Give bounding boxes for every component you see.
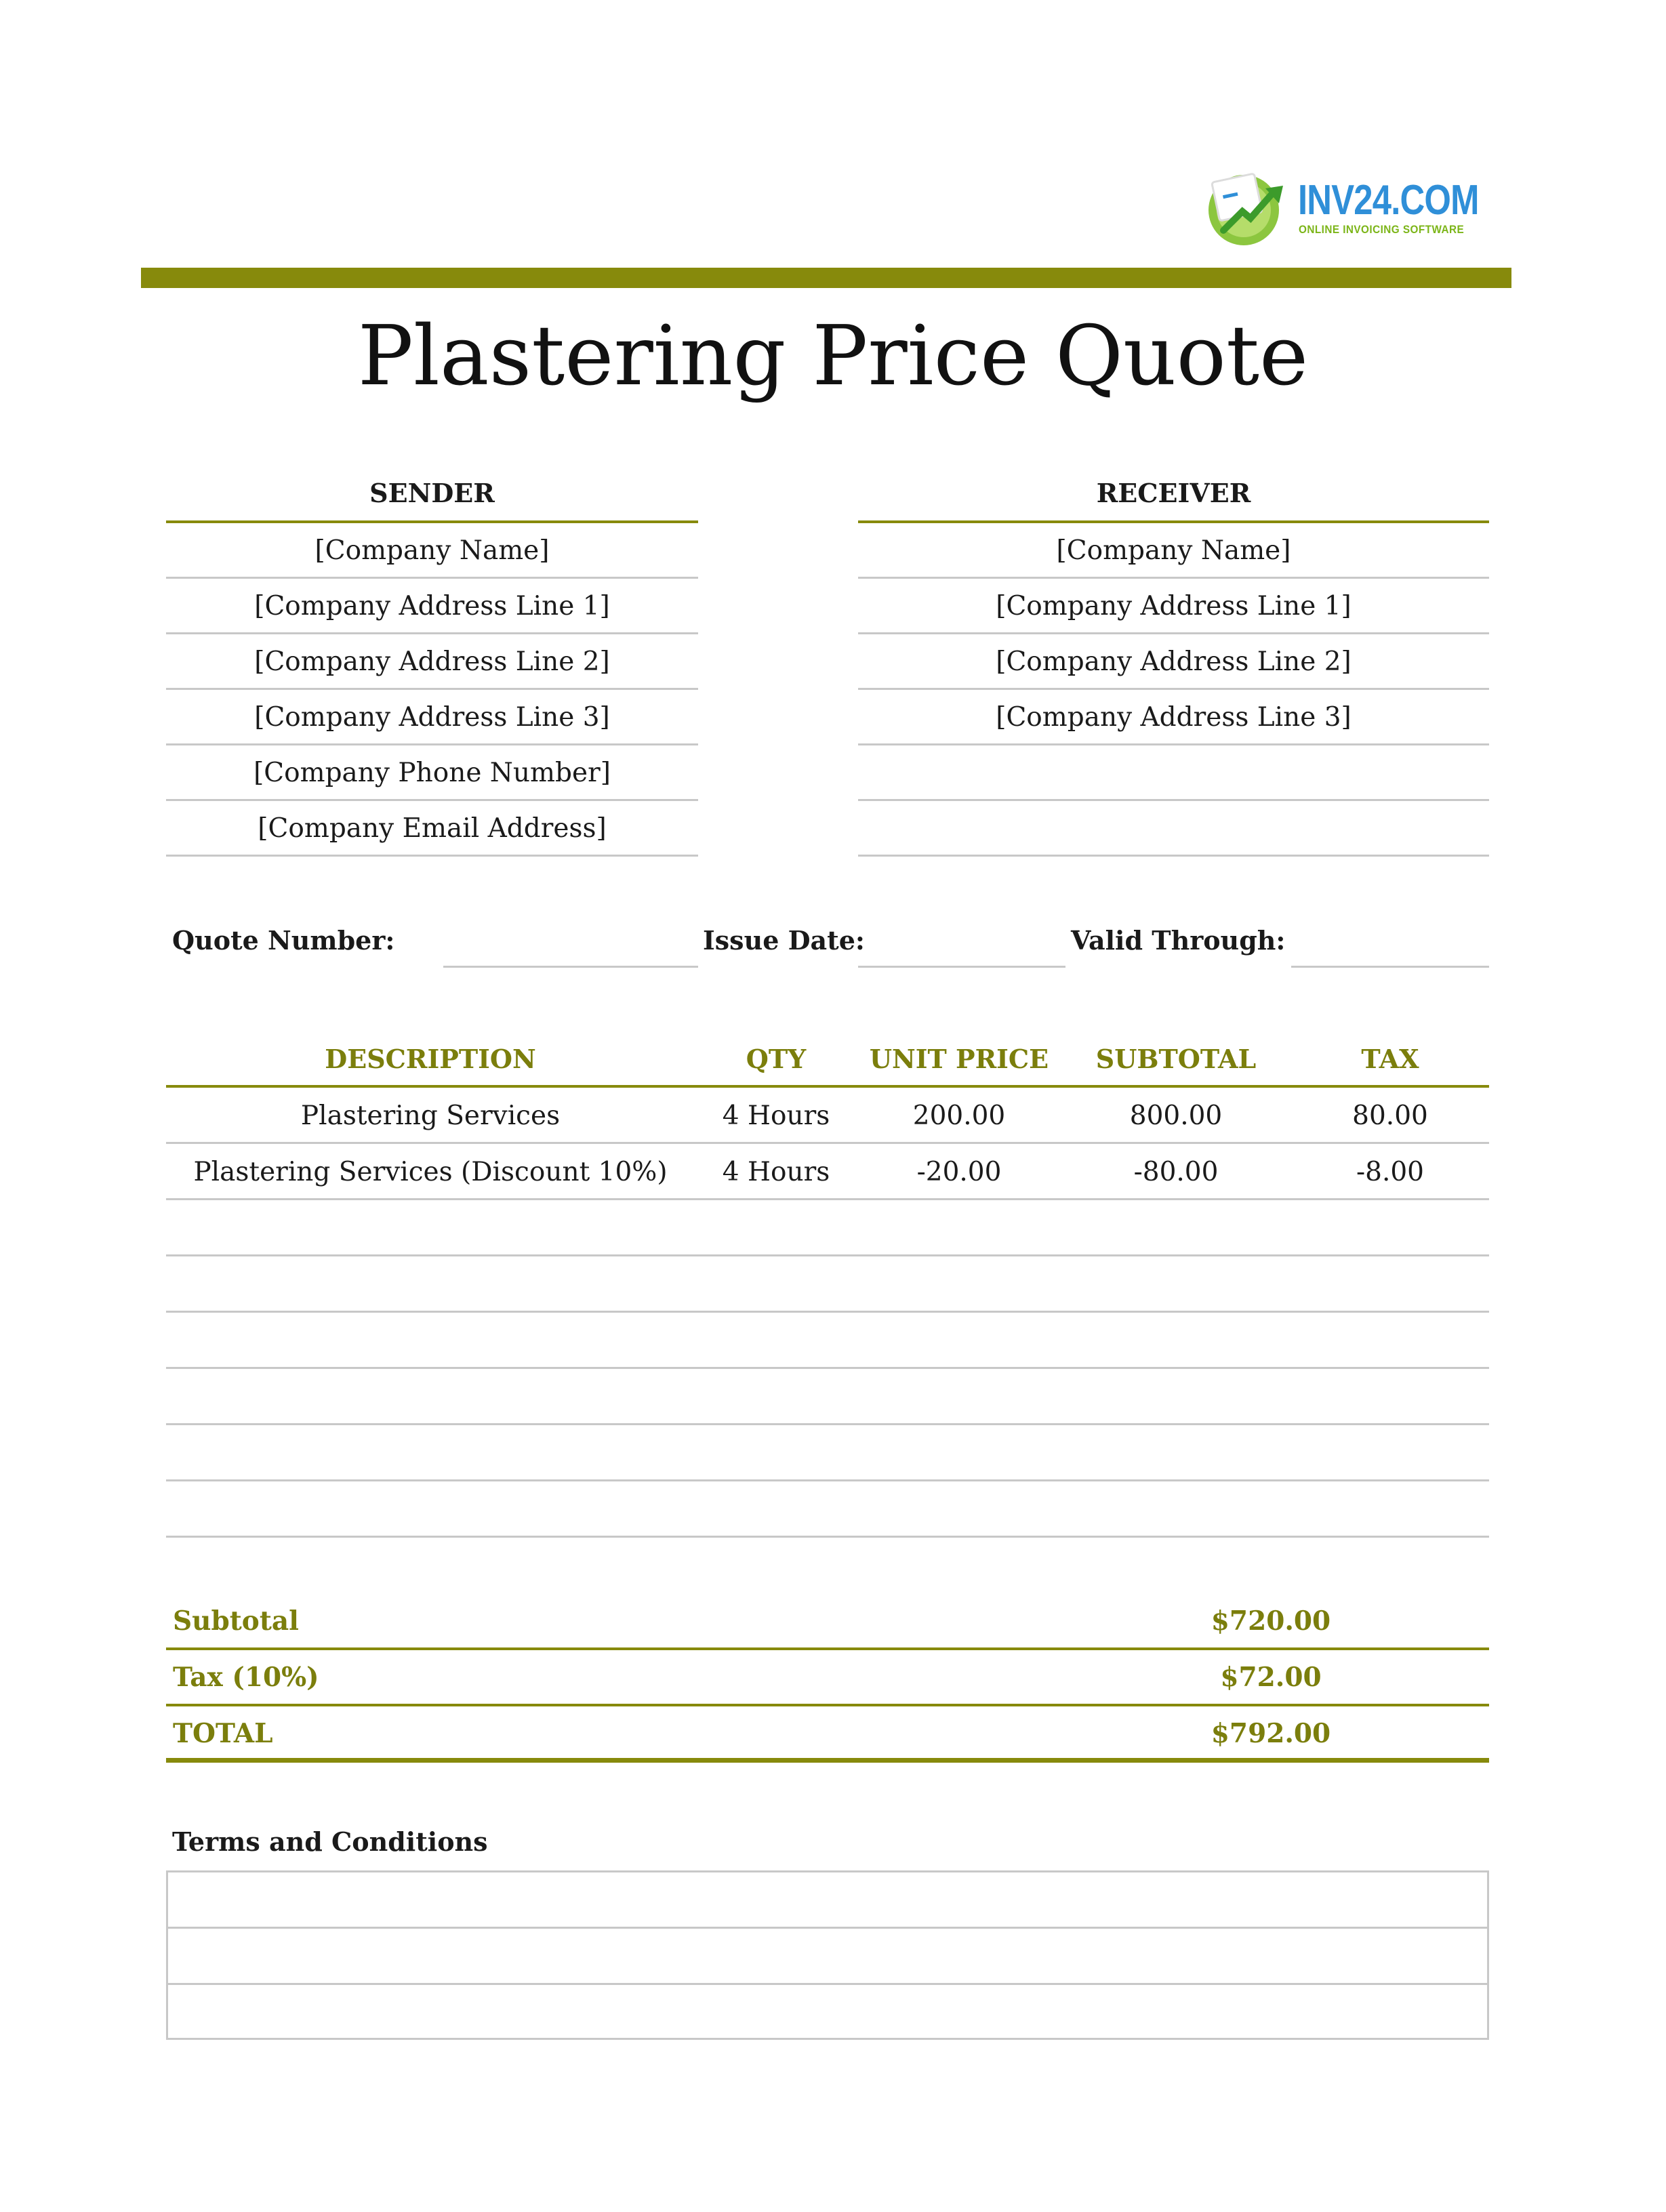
header-tax: TAX <box>1361 1044 1419 1074</box>
receiver-address-line-1[interactable]: [Company Address Line 1] <box>858 579 1489 634</box>
sender-phone-number[interactable]: [Company Phone Number] <box>166 745 698 801</box>
item-qty <box>695 1200 857 1254</box>
item-unit-price: 200.00 <box>912 1101 1006 1131</box>
terms-field[interactable] <box>166 1870 1489 2040</box>
tax-row <box>166 1650 1489 1706</box>
item-description <box>166 1200 695 1254</box>
header-bar <box>141 268 1511 288</box>
receiver-empty-row[interactable] <box>858 745 1489 801</box>
item-subtotal <box>1061 1369 1291 1423</box>
table-row[interactable] <box>166 1088 1489 1144</box>
item-tax: 80.00 <box>1352 1101 1428 1131</box>
subtotal-label: Subtotal <box>173 1605 299 1637</box>
item-qty <box>695 1313 857 1367</box>
inv24-logo-icon <box>1203 168 1295 249</box>
logo-tagline: ONLINE INVOICING SOFTWARE <box>1299 223 1465 236</box>
terms-heading: Terms and Conditions <box>172 1826 488 1857</box>
receiver-empty-row[interactable] <box>858 801 1489 857</box>
issue-date-field[interactable] <box>858 966 1065 968</box>
item-tax <box>1291 1256 1489 1311</box>
item-tax <box>1291 1369 1489 1423</box>
item-subtotal <box>1061 1313 1291 1367</box>
item-qty <box>695 1256 857 1311</box>
item-tax <box>1291 1425 1489 1479</box>
item-unit-price <box>857 1313 1061 1367</box>
sender-company-name[interactable]: [Company Name] <box>166 523 698 579</box>
receiver-company-name[interactable]: [Company Name] <box>858 523 1489 579</box>
subtotal-value: $720.00 <box>1211 1605 1331 1637</box>
sender-address-line-2[interactable]: [Company Address Line 2] <box>166 634 698 690</box>
table-row[interactable] <box>166 1481 1489 1538</box>
item-qty <box>695 1481 857 1536</box>
header-description: DESCRIPTION <box>325 1044 536 1074</box>
item-tax <box>1291 1313 1489 1367</box>
receiver-address-line-2[interactable]: [Company Address Line 2] <box>858 634 1489 690</box>
item-unit-price <box>857 1481 1061 1536</box>
header-qty: QTY <box>746 1044 807 1074</box>
receiver-block <box>858 466 1489 857</box>
item-subtotal: -80.00 <box>1133 1157 1219 1187</box>
item-tax: -8.00 <box>1356 1157 1424 1187</box>
item-qty: 4 Hours <box>722 1157 830 1187</box>
total-row <box>166 1706 1489 1763</box>
total-value: $792.00 <box>1211 1718 1331 1749</box>
table-row[interactable] <box>166 1144 1489 1200</box>
logo-name: INV24.COM <box>1298 177 1479 224</box>
items-table <box>166 1033 1489 1538</box>
table-row[interactable] <box>166 1313 1489 1369</box>
item-qty <box>695 1369 857 1423</box>
item-tax <box>1291 1200 1489 1254</box>
valid-through-label: Valid Through: <box>1071 925 1286 956</box>
receiver-heading: RECEIVER <box>858 466 1489 523</box>
item-description <box>166 1425 695 1479</box>
quote-number-field[interactable] <box>443 966 698 968</box>
sender-email-address[interactable]: [Company Email Address] <box>166 801 698 857</box>
total-label: TOTAL <box>173 1718 273 1749</box>
table-row[interactable] <box>166 1256 1489 1313</box>
items-header-row <box>166 1033 1489 1088</box>
item-unit-price <box>857 1256 1061 1311</box>
item-subtotal: 800.00 <box>1129 1101 1223 1131</box>
receiver-address-line-3[interactable]: [Company Address Line 3] <box>858 690 1489 745</box>
table-row[interactable] <box>166 1369 1489 1425</box>
item-description: Plastering Services <box>300 1101 561 1131</box>
sender-block <box>166 466 698 857</box>
item-description <box>166 1369 695 1423</box>
item-description <box>166 1313 695 1367</box>
tax-value: $72.00 <box>1220 1662 1322 1693</box>
item-description <box>166 1256 695 1311</box>
item-unit-price: -20.00 <box>916 1157 1002 1187</box>
item-subtotal <box>1061 1425 1291 1479</box>
sender-address-line-3[interactable]: [Company Address Line 3] <box>166 690 698 745</box>
quote-number-label: Quote Number: <box>172 925 395 956</box>
item-unit-price <box>857 1200 1061 1254</box>
item-tax <box>1291 1481 1489 1536</box>
table-row[interactable] <box>166 1200 1489 1256</box>
item-subtotal <box>1061 1481 1291 1536</box>
item-qty: 4 Hours <box>722 1101 830 1131</box>
item-subtotal <box>1061 1256 1291 1311</box>
tax-label: Tax (10%) <box>173 1662 319 1693</box>
sender-address-line-1[interactable]: [Company Address Line 1] <box>166 579 698 634</box>
subtotal-row <box>166 1594 1489 1650</box>
terms-divider <box>168 1927 1487 1929</box>
table-row[interactable] <box>166 1425 1489 1481</box>
sender-heading: SENDER <box>166 466 698 523</box>
item-unit-price <box>857 1369 1061 1423</box>
item-subtotal <box>1061 1200 1291 1254</box>
document-title: Plastering Price Quote <box>357 308 1309 404</box>
issue-date-label: Issue Date: <box>703 925 865 956</box>
terms-divider <box>168 1983 1487 1985</box>
header-subtotal: SUBTOTAL <box>1095 1044 1257 1074</box>
item-qty <box>695 1425 857 1479</box>
header-unit-price: UNIT PRICE <box>869 1044 1049 1074</box>
item-unit-price <box>857 1425 1061 1479</box>
totals-block <box>166 1594 1489 1763</box>
valid-through-field[interactable] <box>1291 966 1489 968</box>
item-description <box>166 1481 695 1536</box>
item-description: Plastering Services (Discount 10%) <box>193 1157 668 1187</box>
